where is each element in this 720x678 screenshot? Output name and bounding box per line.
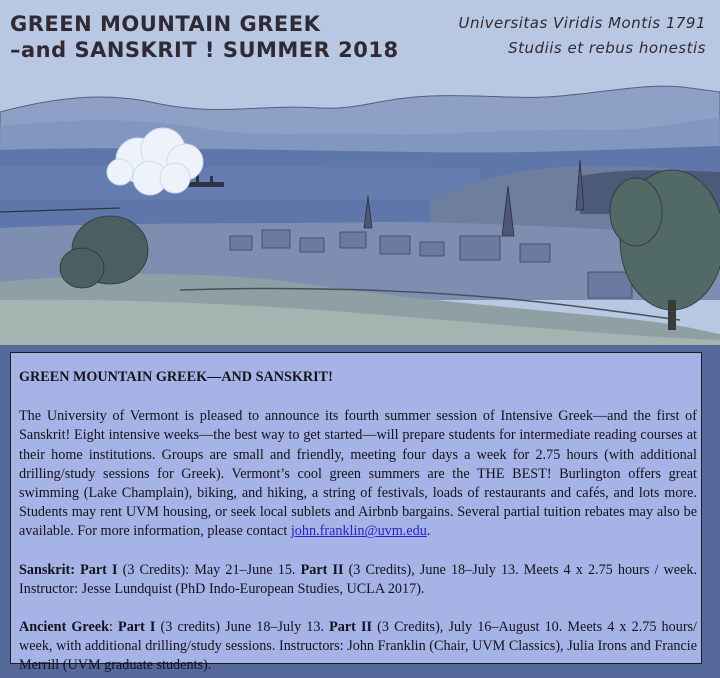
greek-part2-label: Part II xyxy=(329,619,373,636)
greek-part1-text: (3 credits) June 18–July 13. xyxy=(155,619,330,636)
sanskrit-part2-text: (3 Credits), June 18–July 13. Meets 4 x 2.75 hours / week. Instructor: Jesse Lundquist (PhD Indo-European Studies, UCLA 2017). xyxy=(19,561,698,597)
greek-label-sep: : xyxy=(108,619,119,636)
university-name: Universitas Viridis Montis 1791 xyxy=(458,14,706,32)
greek-part1-label: Part I xyxy=(118,619,156,636)
sanskrit-part2-label: Part II xyxy=(300,561,344,578)
sanskrit-label: Sanskrit: xyxy=(19,561,75,578)
intro-text: The University of Vermont is pleased to announce its fourth summer session of Intensive Greek—and the first of Sanskrit! Eight intensive weeks—the best way to get started—will prepare students for intermediate reading courses at their home institutions. Groups are small and friendly, meeting four days a week for 2.75 hours (with additional drilling/study sessions for Greek). Vermont’s cool green summers are the THE BEST! Burlington offers great swimming (Lake Champlain), biking, and hiking, a string of festivals, loads of restaurants and cafés, and lots more. Students may rent UVM housing, or seek local sublets and Airbnb bargains. Several partial tuition rebates may also be available. For more information, please contact xyxy=(19,408,697,540)
header-title-line1: GREEN MOUNTAIN GREEK xyxy=(10,12,321,36)
contact-email-link[interactable]: john.franklin@uvm.edu xyxy=(290,523,427,540)
greek-label: Ancient Greek xyxy=(19,619,109,636)
sanskrit-part1-text: (3 Credits): May 21–June 15. xyxy=(117,561,301,578)
intro-paragraph xyxy=(19,407,697,541)
announcement-box xyxy=(10,352,702,674)
greek-part2-text: (3 Credits), July 16–August 10. Meets 4 x 2.75 hours/ week, with additional drilling/study sessions. Instructors: John Franklin (Chair, UVM Classics), Julia Irons and Francie Merrill (UVM graduate students). xyxy=(19,619,698,674)
university-motto: Studiis et rebus honestis xyxy=(508,39,706,57)
announcement-heading: GREEN MOUNTAIN GREEK—AND SANSKRIT! xyxy=(19,369,333,385)
header-title-line2: –and SANSKRIT ! SUMMER 2018 xyxy=(10,38,399,62)
sanskrit-part1-label: Part I xyxy=(80,561,118,578)
greek-course-paragraph xyxy=(19,618,697,676)
sanskrit-course-paragraph xyxy=(19,561,697,599)
intro-end: . xyxy=(426,523,431,540)
